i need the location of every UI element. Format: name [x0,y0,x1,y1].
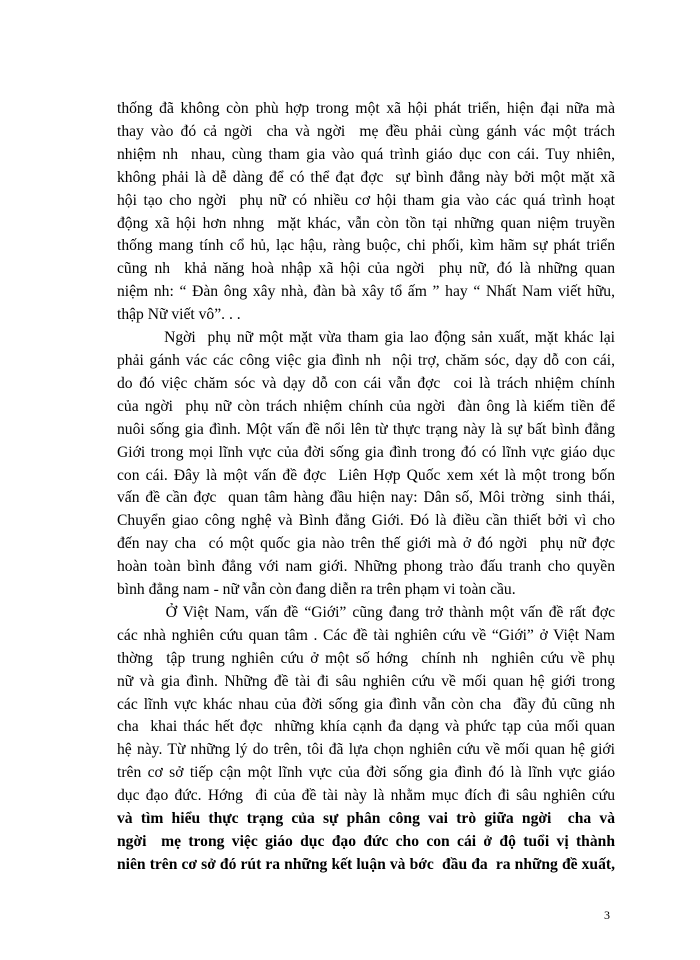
text-line: cũng nh khả năng hoà nhập xã hội của ngời phụ nữ, đó là những quan [117,260,615,278]
text-line: do đó việc chăm sóc và dạy dỗ con cái vẫn đợc coi là trách nhiệm chính [117,374,615,392]
text-line: đến nay cha có một quốc gia nào trên thế giới mà ở đó ngời phụ nữ đợc [117,535,615,553]
text-line: vấn đề cần đợc quan tâm hàng đầu hiện nay: Dân số, Môi trờng sinh thái, [117,489,615,507]
text-line: Giới trong mọi lĩnh vực của đời sống gia đình trong đó có lĩnh vực giáo dục [117,443,615,461]
text-line: ngời mẹ trong việc giáo dục đạo đức cho con cái ở độ tuổi vị thành [117,833,615,850]
text-line: nhiệm nh nhau, cùng tham gia vào quá trình giáo dục con cái. Tuy nhiên, [117,145,615,163]
text-line: niệm nh: “ Đàn ông xây nhà, đàn bà xây tổ ấm ” hay “ Nhất Nam viết hữu, [117,283,615,301]
text-line: trên cơ sở tiếp cận một lĩnh vực của đời sống gia đình đó là lĩnh vực giáo [117,764,615,782]
paragraph-3 [117,602,615,877]
text-line: các nhà nghiên cứu quan tâm . Các đề tài nghiên cứu về “Giới” ở Việt Nam [117,626,615,644]
body-text [117,98,615,877]
text-line: nuôi sống gia đình. Một vấn đề nổi lên từ thực trạng này là sự bất bình đẳng [117,420,615,438]
text-line: phải gánh vác các công việc gia đình nh nội trợ, chăm sóc, dạy dỗ con cái, [117,351,615,369]
text-line: thống mang tính cổ hủ, lạc hậu, ràng buộc, chi phối, kìm hãm sự phát triển [117,237,615,255]
text-line: hoàn toàn bình đẳng với nam giới. Những phong trào đấu tranh cho quyền [117,558,615,576]
page-number: 3 [604,908,610,922]
paragraph-2 [117,327,615,602]
text-line: các lĩnh vực khác nhau của đời sống gia đình vẫn còn cha đầy đủ cũng nh [117,695,615,713]
text-line: nữ và gia đình. Những đề tài đi sâu nghiên cứu về mối quan hệ giới trong [117,672,615,690]
text-line: Ngời phụ nữ một mặt vừa tham gia lao động sản xuất, mặt khác lại [117,329,615,347]
text-line: và tìm hiểu thực trạng của sự phân công vai trò giữa ngời cha và [117,810,615,828]
text-line: thay vào đó cả ngời cha và ngời mẹ đều phải cùng gánh vác một trách [117,122,615,140]
text-line: Ở Việt Nam, vấn đề “Giới” cũng đang trở thành một vấn đề rất đợc [117,603,615,621]
paragraph-1 [117,98,615,327]
text-line: thờng tập trung nghiên cứu ở một số hớng chính nh nghiên cứu về phụ [117,649,615,667]
text-line: thống đã không còn phù hợp trong một xã hội phát triển, hiện đại nữa mà [117,100,615,117]
text-line: hệ này. Từ những lý do trên, tôi đã lựa chọn nghiên cứu về mối quan hệ giới [117,741,615,759]
text-line: con cái. Đây là một vấn đề đợc Liên Hợp Quốc xem xét là một trong bốn [117,466,615,484]
text-line: niên trên cơ sở đó rút ra những kết luận và bớc đầu đa ra những đề xuất, [117,855,615,873]
text-line: thập Nữ viết vô”. . . [117,306,241,324]
text-line: dục đạo đức. Hớng đi của đề tài này là nhằm mục đích đi sâu nghiên cứu [117,787,615,805]
text-line: của ngời phụ nữ còn trách nhiệm chính của ngời đàn ông là kiếm tiền để [117,397,615,415]
text-line: hội tạo cho ngời phụ nữ có nhiều cơ hội tham gia vào các quá trình hoạt [117,191,615,209]
text-line: Chuyển giao công nghệ và Bình đẳng Giới. Đó là điều cần thiết bởi vì cho [117,512,615,530]
text-line: động xã hội hơn nhng mặt khác, vẫn còn tồn tại những quan niệm truyền [117,214,615,232]
text-line: cha khai thác hết đợc những khía cạnh đa dạng và phức tạp của mối quan [117,718,615,736]
text-line: không phải là dễ dàng để có thể đạt đợc sự bình đẳng này bởi một mặt xã [117,168,615,186]
text-line: bình đẳng nam - nữ vẫn còn đang diễn ra trên phạm vi toàn cầu. [117,581,516,599]
